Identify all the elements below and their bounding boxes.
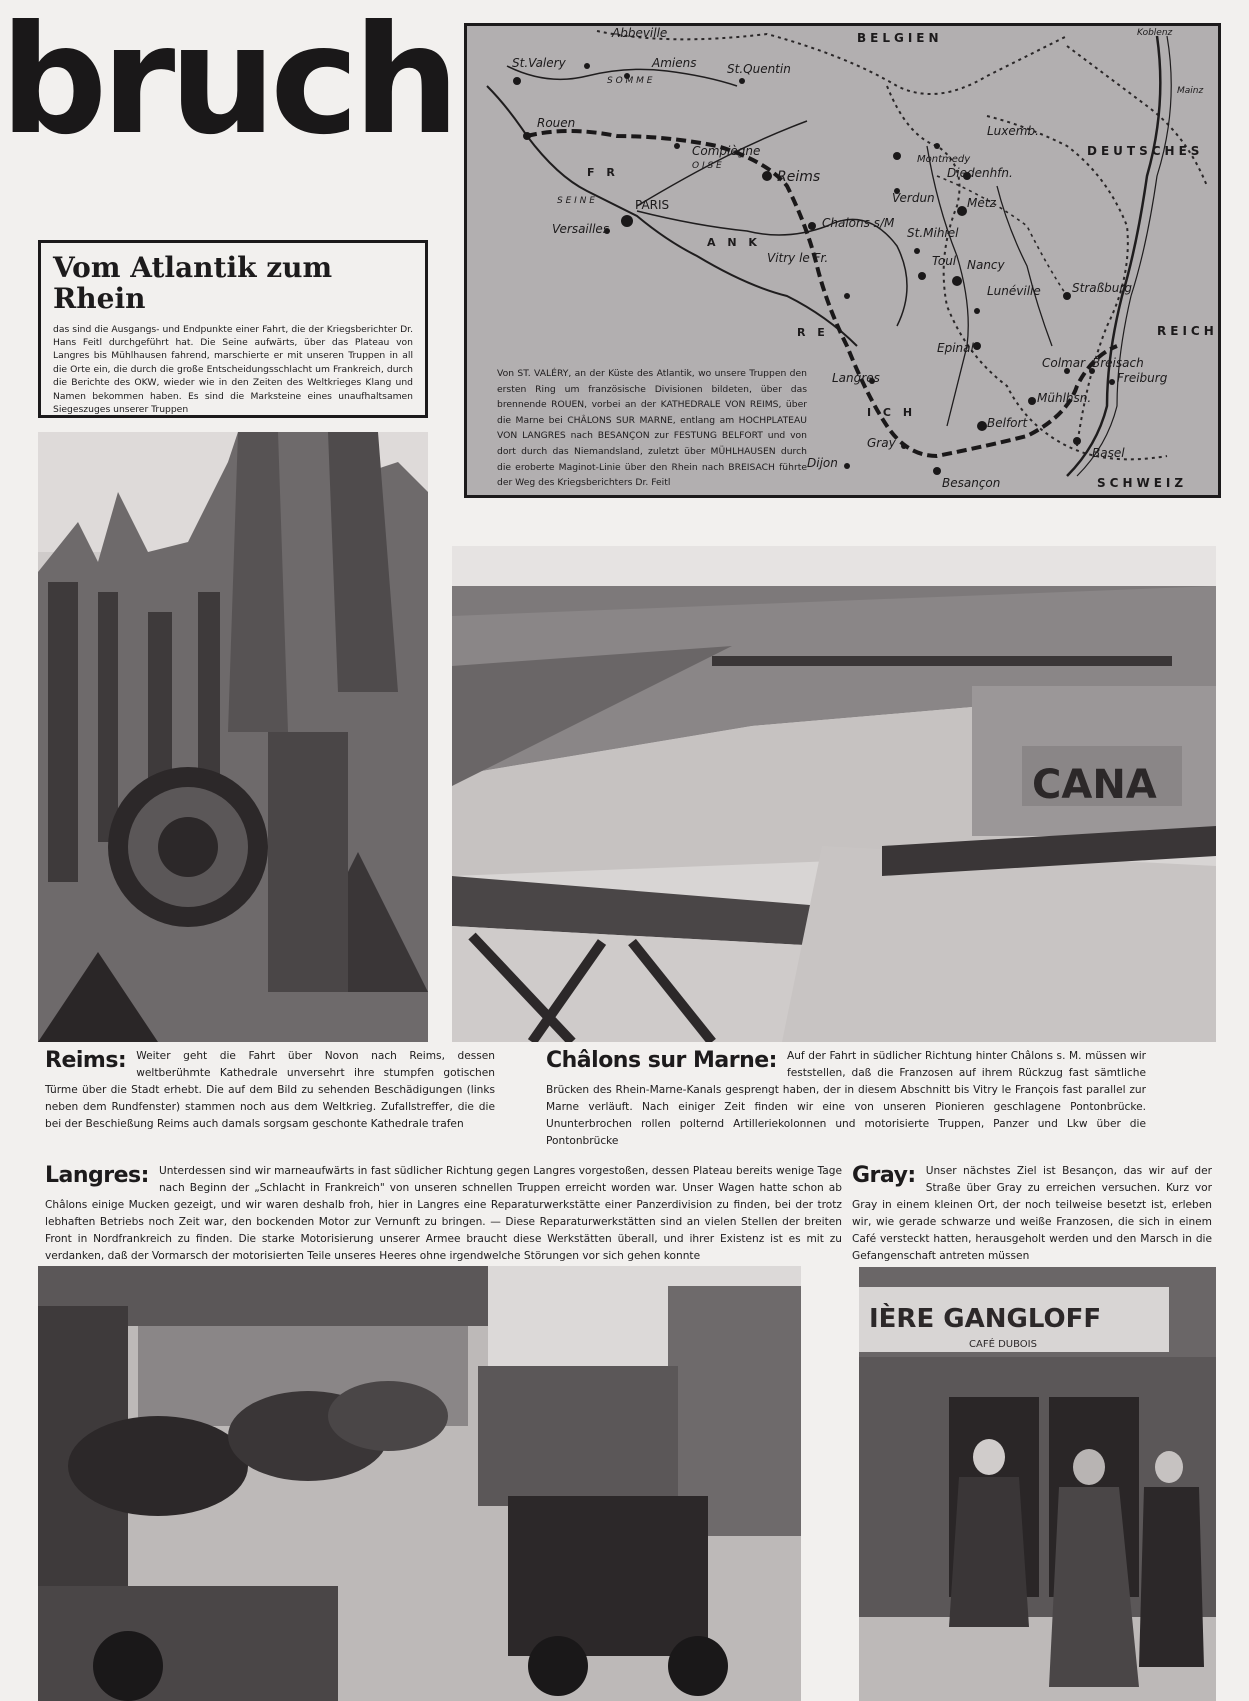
map-city-abbeville: Abbeville [612,26,668,40]
map-city-luneville: Lunéville [987,284,1041,298]
map-city-reims: Reims [777,169,821,185]
map-city-versailles: Versailles [552,222,610,236]
map-country-belgien: BELGIEN [857,31,943,45]
map-city-paris: PARIS [635,198,670,212]
map-city-gray: Gray [867,436,896,450]
caption-reims-lead: Reims: [45,1048,127,1073]
map-city-strassburg: Straßburg [1072,281,1132,295]
map-city-breisach: Breisach [1092,356,1144,370]
map-city-mainz: Mainz [1177,86,1204,96]
caption-gray [852,1163,1212,1265]
caption-chalons [546,1048,1146,1150]
map-country-frankreich-2: A N K [707,236,761,249]
map-city-vitry: Vitry le Fr. [767,251,829,265]
caption-langres [45,1163,842,1265]
caption-langres-text: Unterdessen sind wir marneaufwärts in fast südlicher Richtung gegen Langres vorgestoßen, dessen Plateau bereits wenige Tage nach Beginn der „Schlacht in Frankreich" von unseren schnellen Truppen erreicht worden war. Unser Wagen hatte schon ab Châlons einige Mucken gezeigt, und wir waren deshalb froh, hier in Langres eine Reparaturwerkstätte einer Panzerdivision zu finden, bei der trotz lebhaften Betriebs noch Zeit war, den bockenden Motor zur Vernunft zu bringen. — Diese Reparaturwerkstätten sind an vielen Stellen der breiten Front in Nordfrankreich zu finden. Die starke Motorisierung unserer Armee braucht diese Werkstätten überall, und ihrer Existenz ist es mit zu verdanken, daß der Vormarsch der motorisierten Teile unseres Heeres ohne irgendwelche Störungen vor sich gehen konnte [45,1165,842,1262]
map-city-amiens: Amiens [652,56,697,70]
map-city-metz: Metz [967,196,996,210]
photo-canal-sign: CANA [1032,762,1157,808]
photo-reims-cathedral [38,432,428,1042]
map-city-st-quentin: St.Quentin [727,62,791,76]
map-city-nancy: Nancy [967,258,1005,272]
map-city-koblenz: Koblenz [1137,28,1173,38]
map-river-oise: O I S E [692,161,722,171]
photo-gray-prisoners [859,1267,1216,1701]
caption-gray-text: Unser nächstes Ziel ist Besançon, das wir auf der Straße über Gray zu erreichen versuchen. Kurz vor Gray in einem kleinen Ort, der noch teilweise besetzt ist, erleben wir, wie gerade schwarze und weiße Franzosen, die sich in einem Café versteckt hatten, herausgeholt werden und den Marsch in die Gefangenschaft antreten müssen [852,1165,1212,1262]
map-city-verdun: Verdun [892,191,935,205]
map-city-dijon: Dijon [807,456,838,470]
map-city-langres: Langres [832,371,880,385]
map-city-epinal: Epinal [937,341,974,355]
map-city-st-valery: St.Valery [512,56,566,70]
caption-langres-lead: Langres: [45,1163,149,1188]
map-city-muehlhsn: Mühlhsn. [1037,391,1092,405]
map-city-luxemb: Luxemb. [987,124,1039,138]
map-city-rouen: Rouen [537,116,576,130]
photo-gray-sign-sub: CAFÉ DUBOIS [969,1339,1037,1350]
map-city-freiburg: Freiburg [1117,371,1168,385]
map-city-toul: Toul [932,254,957,268]
intro-box [38,240,428,418]
caption-gray-lead: Gray: [852,1163,916,1188]
route-map [464,23,1221,498]
map-river-seine: S E I N E [557,196,595,206]
caption-chalons-lead: Châlons sur Marne: [546,1048,777,1073]
map-city-montmedy: Montmedy [917,154,971,165]
map-country-frankreich-4: I C H [867,406,917,419]
map-caption: Von ST. VALÉRY, an der Küste des Atlantik, wo unsere Truppen den ersten Ring um französische Divisionen bildeten, über das brennende ROUEN, vorbei an der KATHEDRALE VON REIMS, über die Marne bei CHÂLONS SUR MARNE, entlang am HOCHPLATEAU VON LANGRES nach BESANÇON zur FESTUNG BELFORT und von dort durch das Niemandsland, zuletzt über MÜHLHAUSEN durch die eroberte Maginot-Linie über den Rhein nach BREISACH führte der Weg des Kriegsberichters Dr. Feitl [497,368,807,489]
map-country-reich: REICH [1157,324,1218,338]
caption-reims-text: Weiter geht die Fahrt über Novon nach Reims, dessen weltberühmte Kathedrale unversehrt ihre stumpfen gotischen Türme über die Stadt erhebt. Die auf dem Bild zu sehenden Beschädigungen (links neben dem Rundfenster) stammen noch aus dem Weltkrieg. Zufallstreffer, die die bei der Beschießung Reims auch damals sorgsam geschonte Kathedrale trafen [45,1050,495,1130]
photo-gray-sign-main: IÈRE GANGLOFF [869,1304,1102,1334]
caption-chalons-text: Auf der Fahrt in südlicher Richtung hinter Châlons s. M. müssen wir feststellen, daß die Franzosen auf ihrem Rückzug fast sämtliche Brücken des Rhein-Marne-Kanals gesprengt haben, der in diesem Abschnitt bis Vitry le François fast parallel zur Marne verläuft. Nach einiger Zeit finden wir eine von unseren Pionieren geschlagene Pontonbrücke. Ununterbrochen rollen polternd Artilleriekolonnen und motorisierte Truppen, Panzer und Lkw über die Pontonbrücke [546,1050,1146,1147]
photo-chalons-canal [452,546,1216,1042]
map-city-besancon: Besançon [942,476,1001,490]
caption-reims [45,1048,495,1133]
map-city-st-mihiel: St.Mihiel [907,226,959,240]
intro-title: Vom Atlantik zum Rhein [53,251,333,315]
map-city-diedenhfn: Diedenhfn. [947,166,1013,180]
map-country-frankreich-1: F R [587,166,619,179]
map-country-schweiz: SCHWEIZ [1097,476,1188,490]
map-country-frankreich-3: R E [797,326,829,339]
map-city-belfort: Belfort [987,416,1028,430]
map-city-compiegne: Compiègne [692,144,761,158]
intro-text: das sind die Ausgangs- und Endpunkte einer Fahrt, die der Kriegsberichter Dr. Hans Feitl durchgeführt hat. Die Seine aufwärts, über das Plateau von Langres bis Mühlhausen fahrend, marschierte er mit unseren Truppen in all die Orte ein, die durch die große Entscheidungsschlacht um Frankreich, durch die Berichte des OKW, wieder wie in den Zeiten des Weltkrieges Klang und Namen bekommen haben. Es sind die Marksteine eines unaufhaltsamen Siegeszuges unserer Truppen [53,323,413,416]
map-country-deutsches: DEUTSCHES [1087,144,1204,158]
map-city-chalons: Chalons s/M [822,216,895,230]
map-city-colmar: Colmar [1042,356,1086,370]
page-headline: bruch [0,0,454,168]
map-city-basel: Basel [1092,446,1125,460]
photo-langres-workshop [38,1266,801,1701]
map-river-somme: S O M M E [607,76,653,86]
